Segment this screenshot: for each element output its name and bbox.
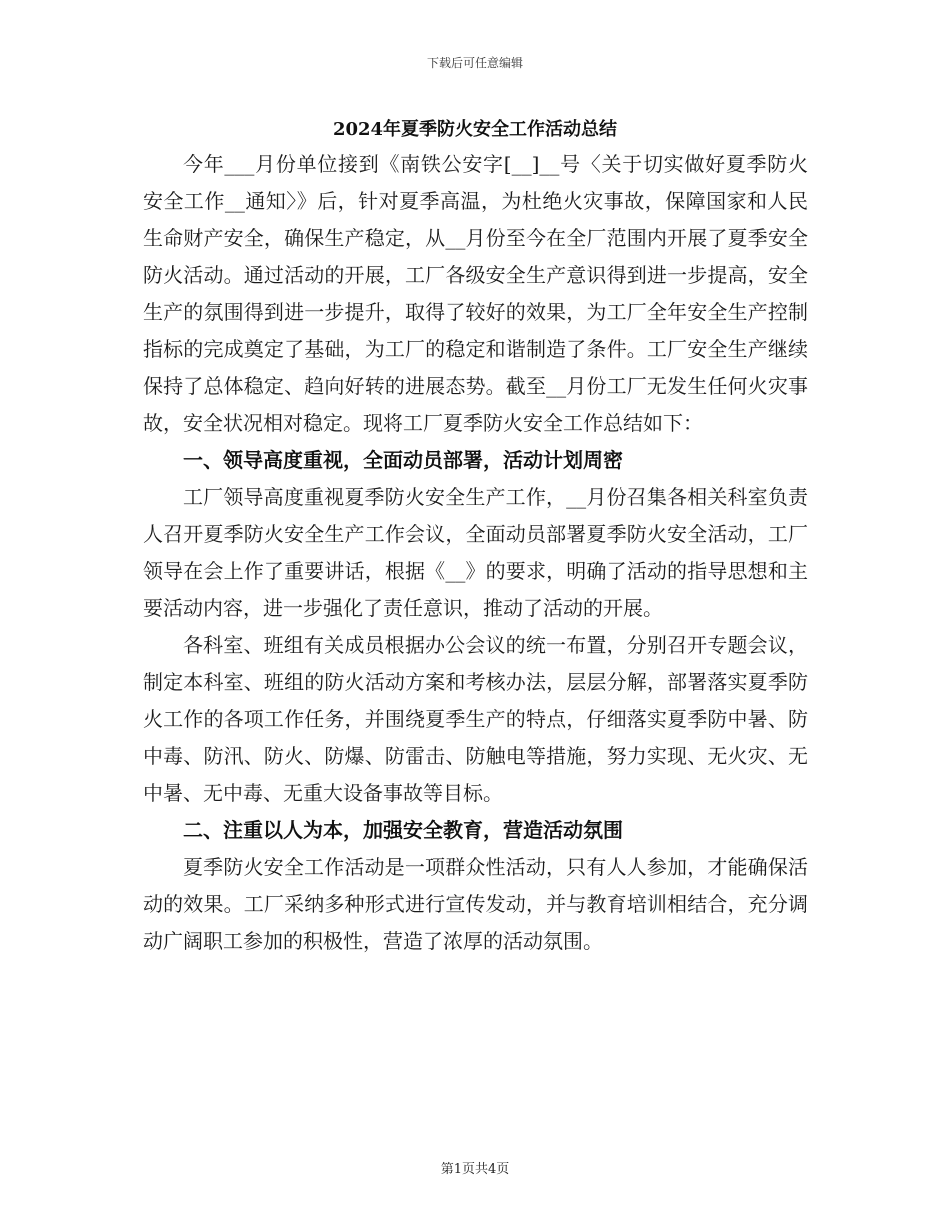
page-number: 第1页共4页 bbox=[440, 1162, 510, 1177]
section-1-paragraph-1: 工厂领导高度重视夏季防火安全生产工作，__月份召集各相关科室负责人召开夏季防火安全生产工作会议，全面动员部署夏季防火安全活动，工厂领导在会上作了重要讲话，根据《__》的要求，明确了活动的指导思想和主要活动内容，进一步强化了责任意识，推动了活动的开展。 bbox=[143, 485, 808, 620]
section-heading-2: 二、注重以人为本，加强安全教育，营造活动氛围 bbox=[183, 818, 623, 842]
document-title: 2024年夏季防火安全工作活动总结 bbox=[332, 119, 618, 140]
intro-paragraph: 今年___月份单位接到《南铁公安字[__]__号〈关于切实做好夏季防火安全工作__通知〉》后，针对夏季高温，为杜绝火灾事故，保障国家和人民生命财产安全，确保生产稳定，从__月份至今在全厂范围内开展了夏季安全防火活动。通过活动的开展，工厂各级安全生产意识得到进一步提高，安全生产的氛围得到进一步提升，取得了较好的效果，为工厂全年安全生产控制指标的完成奠定了基础，为工厂的稳定和谐制造了条件。工厂安全生产继续保持了总体稳定、趋向好转的进展态势。截至__月份工厂无发生任何火灾事故，安全状况相对稳定。现将工厂夏季防火安全工作总结如下： bbox=[143, 152, 808, 435]
section-2-paragraph-1: 夏季防火安全工作活动是一项群众性活动，只有人人参加，才能确保活动的效果。工厂采纳多种形式进行宣传发动，并与教育培训相结合，充分调动广阔职工参加的积极性，营造了浓厚的活动氛围。 bbox=[143, 855, 808, 953]
document-body bbox=[143, 146, 808, 960]
section-heading-1: 一、领导高度重视，全面动员部署，活动计划周密 bbox=[183, 448, 623, 472]
page-header-note: 下载后可任意编辑 bbox=[426, 56, 523, 70]
section-1-paragraph-2: 各科室、班组有关成员根据办公会议的统一布置，分别召开专题会议，制定本科室、班组的防火活动方案和考核办法，层层分解，部署落实夏季防火工作的各项工作任务，并围绕夏季生产的特点，仔细落实夏季防中暑、防中毒、防汛、防火、防爆、防雷击、防触电等措施，努力实现、无火灾、无中暑、无中毒、无重大设备事故等目标。 bbox=[143, 633, 808, 805]
